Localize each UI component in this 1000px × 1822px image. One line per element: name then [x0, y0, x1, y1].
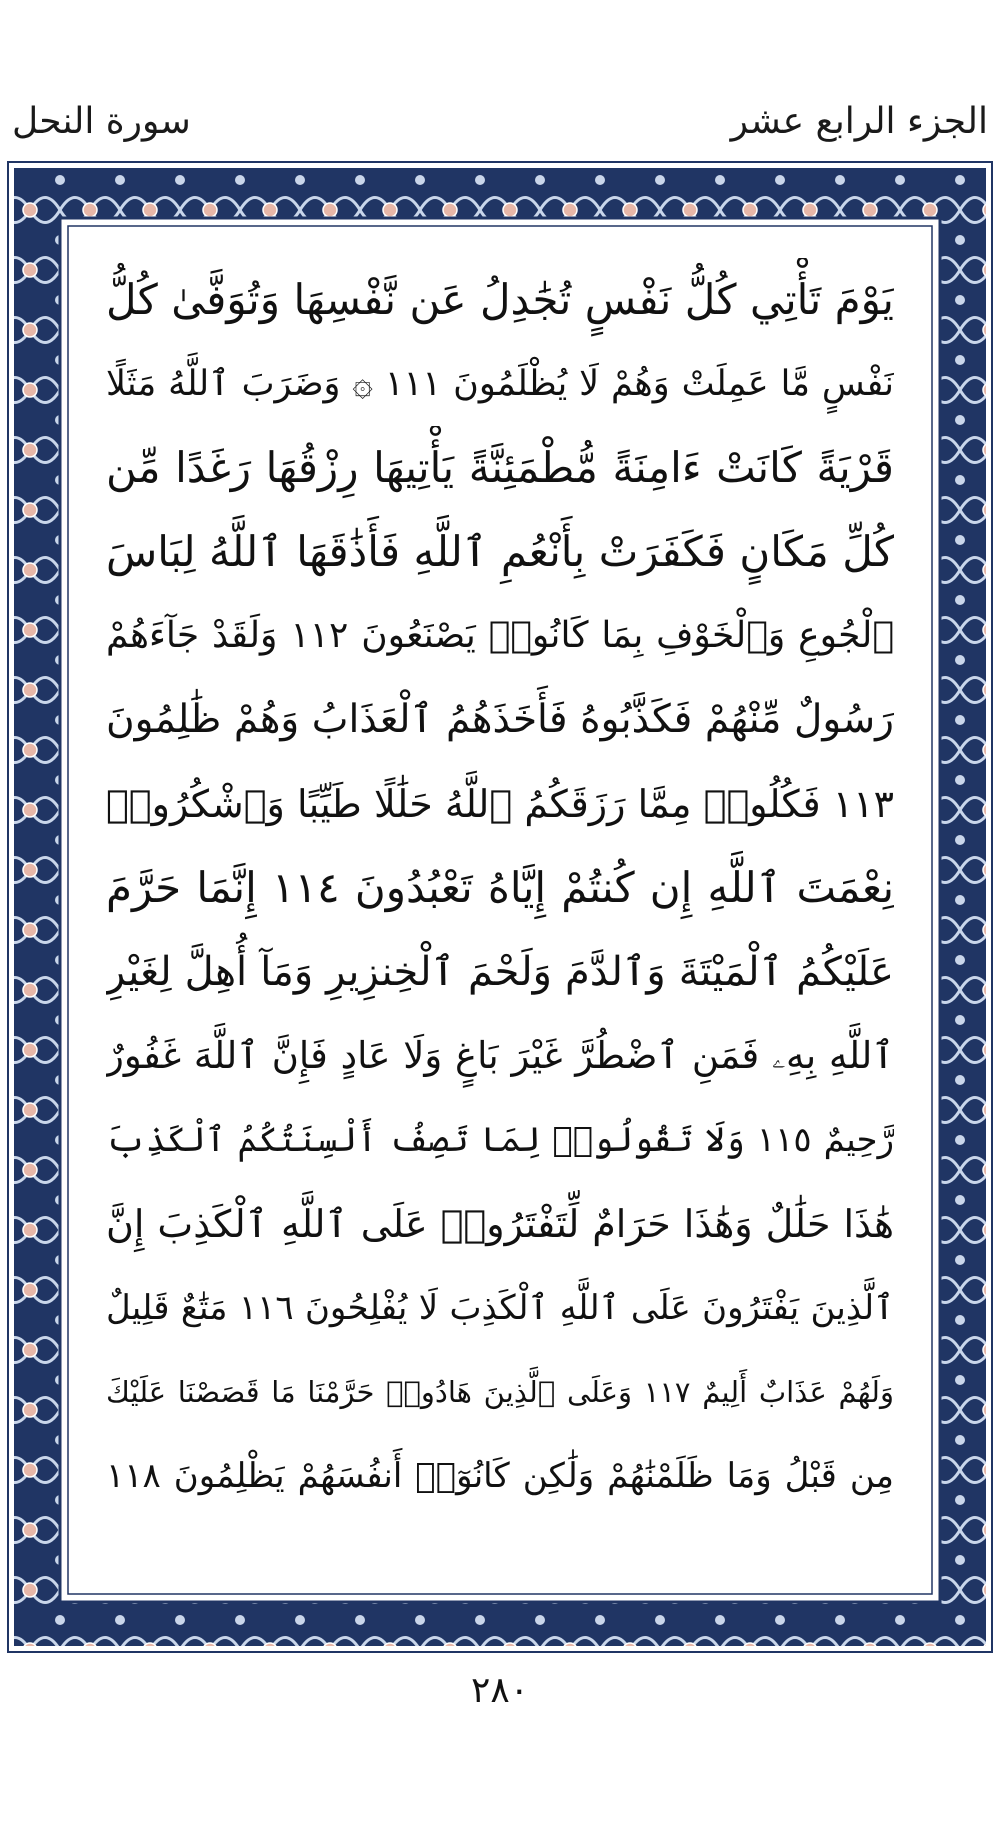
juz-name: الجزء الرابع عشر: [730, 101, 988, 142]
verse-line: هَٰذَا حَلَٰلٌ وَهَٰذَا حَرَامٌ لِّتَفْتَرُوا۟ عَلَى ٱللَّهِ ٱلْكَذِبَ إِنَّ: [106, 1202, 894, 1246]
verse-line: نِعْمَتَ ٱللَّهِ إِن كُنتُمْ إِيَّاهُ تَعْبُدُونَ ١١٤ إِنَّمَا حَرَّمَ: [106, 863, 894, 912]
verse-line: قَرْيَةً كَانَتْ ءَامِنَةً مُّطْمَئِنَّةً يَأْتِيهَا رِزْقُهَا رَغَدًا مِّن: [106, 443, 894, 492]
verse-line: نَفْسٍ مَّا عَمِلَتْ وَهُمْ لَا يُظْلَمُونَ ١١١ ۞ وَضَرَبَ ٱللَّهُ مَثَلًا: [106, 364, 894, 404]
verse-line: يَوْمَ تَأْتِي كُلُّ نَفْسٍ تُجَٰدِلُ عَن نَّفْسِهَا وَتُوَفَّىٰ كُلُّ: [106, 275, 894, 324]
verse-line: عَلَيْكُمُ ٱلْمَيْتَةَ وَٱلدَّمَ وَلَحْمَ ٱلْخِنزِيرِ وَمَآ أُهِلَّ لِغَيْرِ: [106, 949, 894, 995]
verse-line: ٱلْجُوعِ وَٱلْخَوْفِ بِمَا كَانُوا۟ يَصْنَعُونَ ١١٢ وَلَقَدْ جَآءَهُمْ: [106, 615, 894, 656]
verse-line: ١١٣ فَكُلُوا۟ مِمَّا رَزَقَكُمُ ٱللَّهُ حَلَٰلًا طَيِّبًا وَٱشْكُرُوا۟: [106, 782, 894, 826]
surah-name: سورة النحل: [12, 101, 191, 142]
verse-line: مِن قَبْلُ وَمَا ظَلَمْنَٰهُمْ وَلَٰكِن كَانُوٓا۟ أَنفُسَهُمْ يَظْلِمُونَ ١١٨: [106, 1456, 894, 1496]
verse-line: ٱللَّهِ بِهِۦ فَمَنِ ٱضْطُرَّ غَيْرَ بَاغٍ وَلَا عَادٍ فَإِنَّ ٱللَّهَ غَفُورٌ: [106, 1034, 894, 1077]
quran-page-text: [72, 230, 928, 1590]
verse-line: كُلِّ مَكَانٍ فَكَفَرَتْ بِأَنْعُمِ ٱللَّهِ فَأَذَٰقَهَا ٱللَّهُ لِبَاسَ: [106, 527, 894, 576]
verse-line: وَلَهُمْ عَذَابٌ أَلِيمٌ ١١٧ وَعَلَى ٱلَّذِينَ هَادُوا۟ حَرَّمْنَا مَا قَصَصْنَا عَلَيْكَ: [106, 1375, 894, 1409]
verse-line: ٱلَّذِينَ يَفْتَرُونَ عَلَى ٱللَّهِ ٱلْكَذِبَ لَا يُفْلِحُونَ ١١٦ مَتَٰعٌ قَلِيلٌ: [106, 1288, 894, 1328]
verse-line: رَّحِيمٌ ١١٥ وَلَا تَقُولُوا۟ لِمَا تَصِفُ أَلْسِنَتُكُمُ ٱلْكَذِبَ: [106, 1120, 894, 1160]
page-number: ٢٨٠: [470, 1670, 529, 1711]
verse-line: رَسُولٌ مِّنْهُمْ فَكَذَّبُوهُ فَأَخَذَهُمُ ٱلْعَذَابُ وَهُمْ ظَٰلِمُونَ: [106, 697, 894, 742]
